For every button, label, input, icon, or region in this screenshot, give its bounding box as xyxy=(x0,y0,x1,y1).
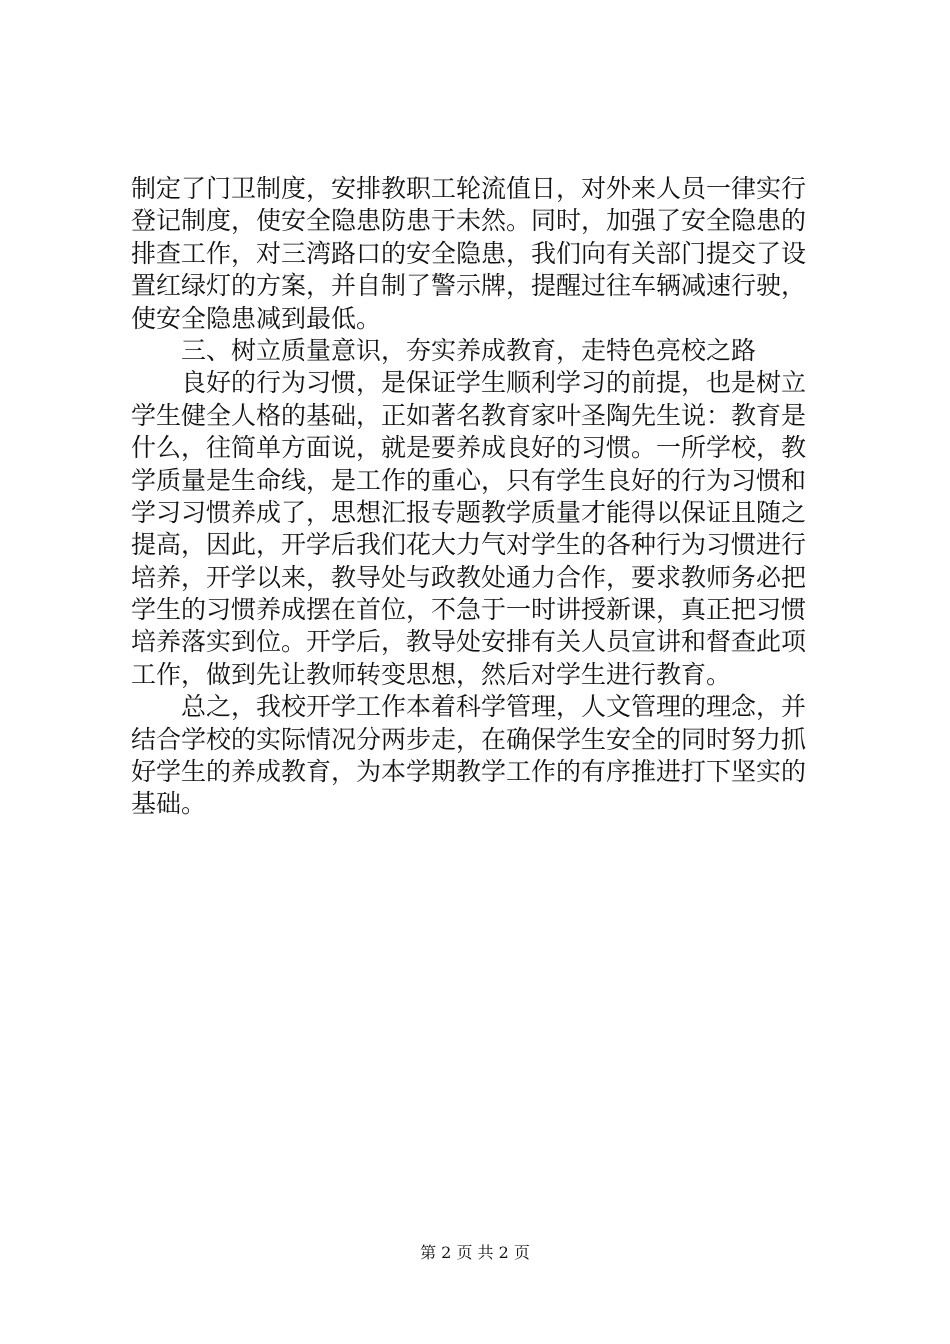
text-line: 学生的习惯养成摆在首位，不急于一时讲授新课，真正把习惯 xyxy=(131,595,807,625)
text-line: 总之，我校开学工作本着科学管理，人文管理的理念，并 xyxy=(131,692,807,722)
text-line: 使安全隐患减到最低。 xyxy=(131,303,382,333)
section-heading: 三、树立质量意识，夯实养成教育，走特色亮校之路 xyxy=(131,335,757,365)
text-line: 学生健全人格的基础，正如著名教育家叶圣陶先生说：教育是 xyxy=(131,400,807,430)
text-line: 置红绿灯的方案，并自制了警示牌，提醒过往车辆减速行驶， xyxy=(131,271,807,301)
text-line: 结合学校的实际情况分两步走，在确保学生安全的同时努力抓 xyxy=(131,724,807,754)
page-number-footer: 第 2 页 共 2 页 xyxy=(420,1243,530,1262)
text-line: 学习习惯养成了，思想汇报专题教学质量才能得以保证且随之 xyxy=(131,497,807,527)
text-line: 提高，因此，开学后我们花大力气对学生的各种行为习惯进行 xyxy=(131,530,807,560)
text-line: 好学生的养成教育，为本学期教学工作的有序推进打下坚实的 xyxy=(131,757,807,787)
text-line: 良好的行为习惯，是保证学生顺利学习的前提，也是树立 xyxy=(131,368,807,398)
text-line: 工作，做到先让教师转变思想，然后对学生进行教育。 xyxy=(131,659,732,689)
text-line: 排查工作，对三湾路口的安全隐患，我们向有关部门提交了设 xyxy=(131,238,807,268)
text-line: 基础。 xyxy=(131,789,207,819)
text-line: 学质量是生命线，是工作的重心，只有学生良好的行为习惯和 xyxy=(131,465,807,495)
text-line: 培养落实到位。开学后，教导处安排有关人员宣讲和督查此项 xyxy=(131,627,807,657)
text-line: 制定了门卫制度，安排教职工轮流值日，对外来人员一律实行 xyxy=(131,174,807,203)
text-line: 登记制度，使安全隐患防患于未然。同时，加强了安全隐患的 xyxy=(131,206,807,236)
body-text xyxy=(131,173,831,821)
text-line: 培养，开学以来，教导处与政教处通力合作，要求教师务必把 xyxy=(131,562,807,592)
text-line: 什么，往简单方面说，就是要养成良好的习惯。一所学校，教 xyxy=(131,433,807,463)
